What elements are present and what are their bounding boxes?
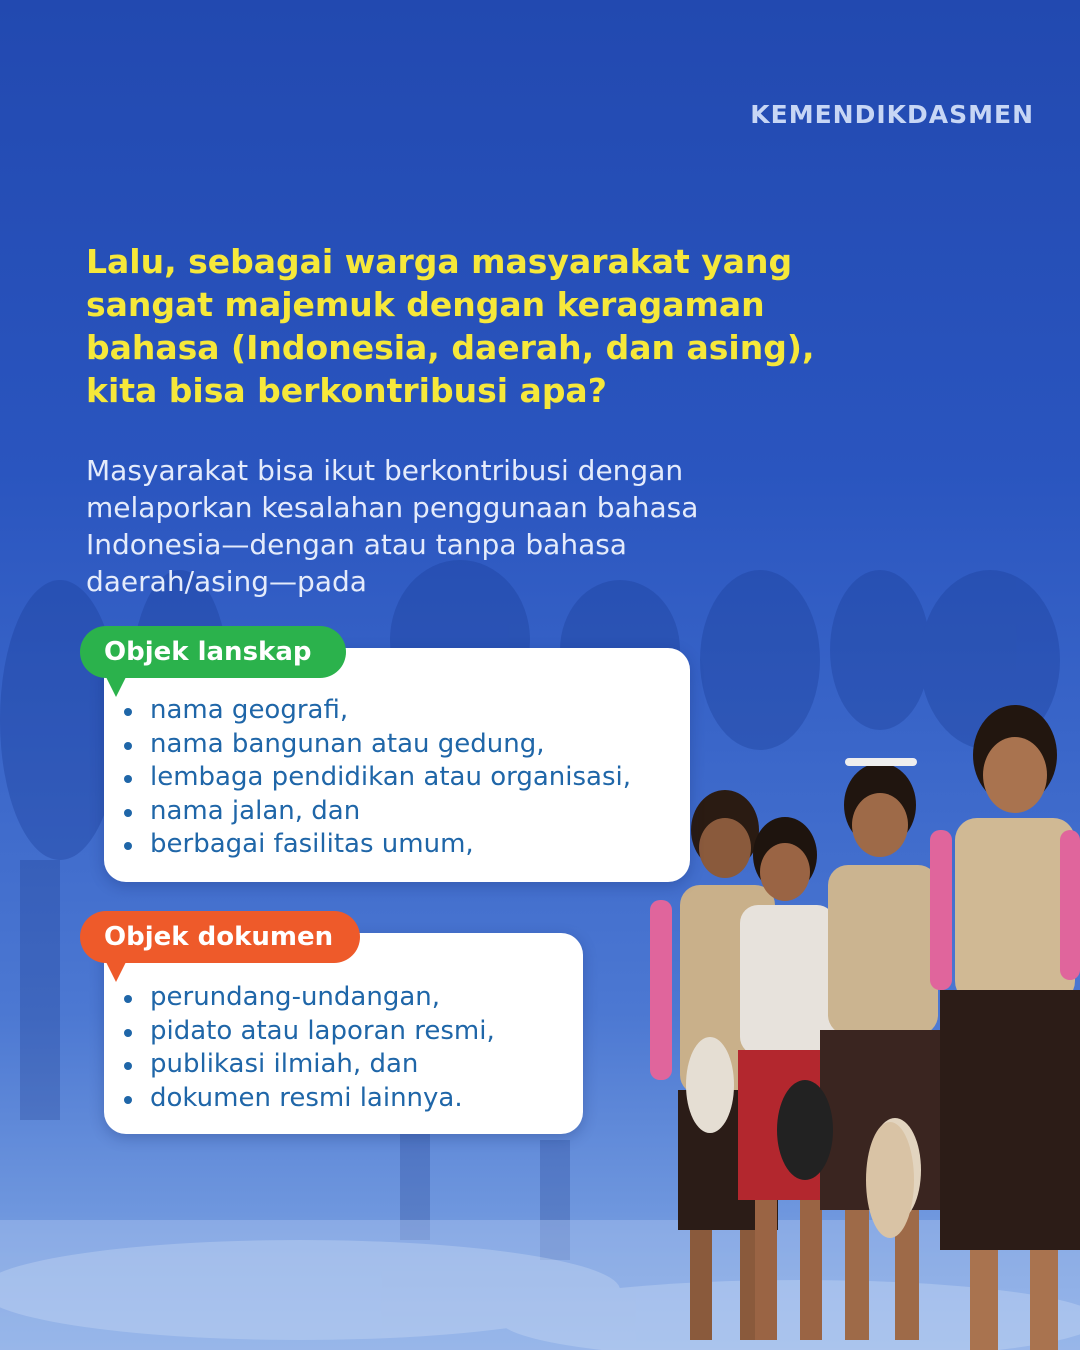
document-objects-list	[124, 981, 495, 1115]
list-item	[124, 1082, 495, 1116]
list-item-text: berbagai fasilitas umum,	[150, 829, 474, 859]
list-item	[124, 828, 631, 862]
bullet-icon	[124, 1062, 132, 1070]
bullet-icon	[124, 708, 132, 716]
list-item-text: dokumen resmi lainnya.	[150, 1082, 463, 1113]
bullet-icon	[124, 742, 132, 750]
pill-tail	[106, 962, 126, 982]
document-objects-label: Objek dokumen	[80, 911, 360, 963]
bullet-icon	[124, 842, 132, 850]
list-item-text: perundang-undangan,	[150, 982, 440, 1012]
list-item	[124, 795, 631, 829]
list-item-text: pidato atau laporan resmi,	[150, 1015, 495, 1046]
bullet-icon	[124, 995, 132, 1003]
bullet-icon	[124, 809, 132, 817]
list-item	[124, 1015, 495, 1049]
list-item	[124, 981, 495, 1015]
list-item	[124, 694, 631, 728]
bullet-icon	[124, 775, 132, 783]
list-item	[124, 761, 631, 795]
list-item-text: publikasi ilmiah, dan	[150, 1049, 419, 1079]
list-item	[124, 1048, 495, 1082]
intro-paragraph: Masyarakat bisa ikut berkontribusi dengan melaporkan kesalahan penggunaan bahasa Indonesia—dengan atau tanpa bahasa daerah/asing—pada	[86, 454, 699, 598]
headline-question: Lalu, sebagai warga masyarakat yang sangat majemuk dengan keragaman bahasa (Indonesia, daerah, dan asing), kita bisa berkontribusi apa?	[86, 242, 815, 410]
list-item	[124, 728, 631, 762]
landscape-objects-label: Objek lanskap	[80, 626, 346, 678]
pill-tail	[106, 677, 126, 697]
landscape-objects-list	[124, 694, 631, 862]
list-item-text: nama bangunan atau gedung,	[150, 728, 545, 759]
bullet-icon	[124, 1096, 132, 1104]
bullet-icon	[124, 1029, 132, 1037]
brand-logo-text: KEMENDIKDASMEN	[750, 100, 1034, 129]
list-item-text: nama jalan, dan	[150, 795, 361, 826]
list-item-text: lembaga pendidikan atau organisasi,	[150, 762, 631, 792]
list-item-text: nama geografi,	[150, 695, 349, 725]
